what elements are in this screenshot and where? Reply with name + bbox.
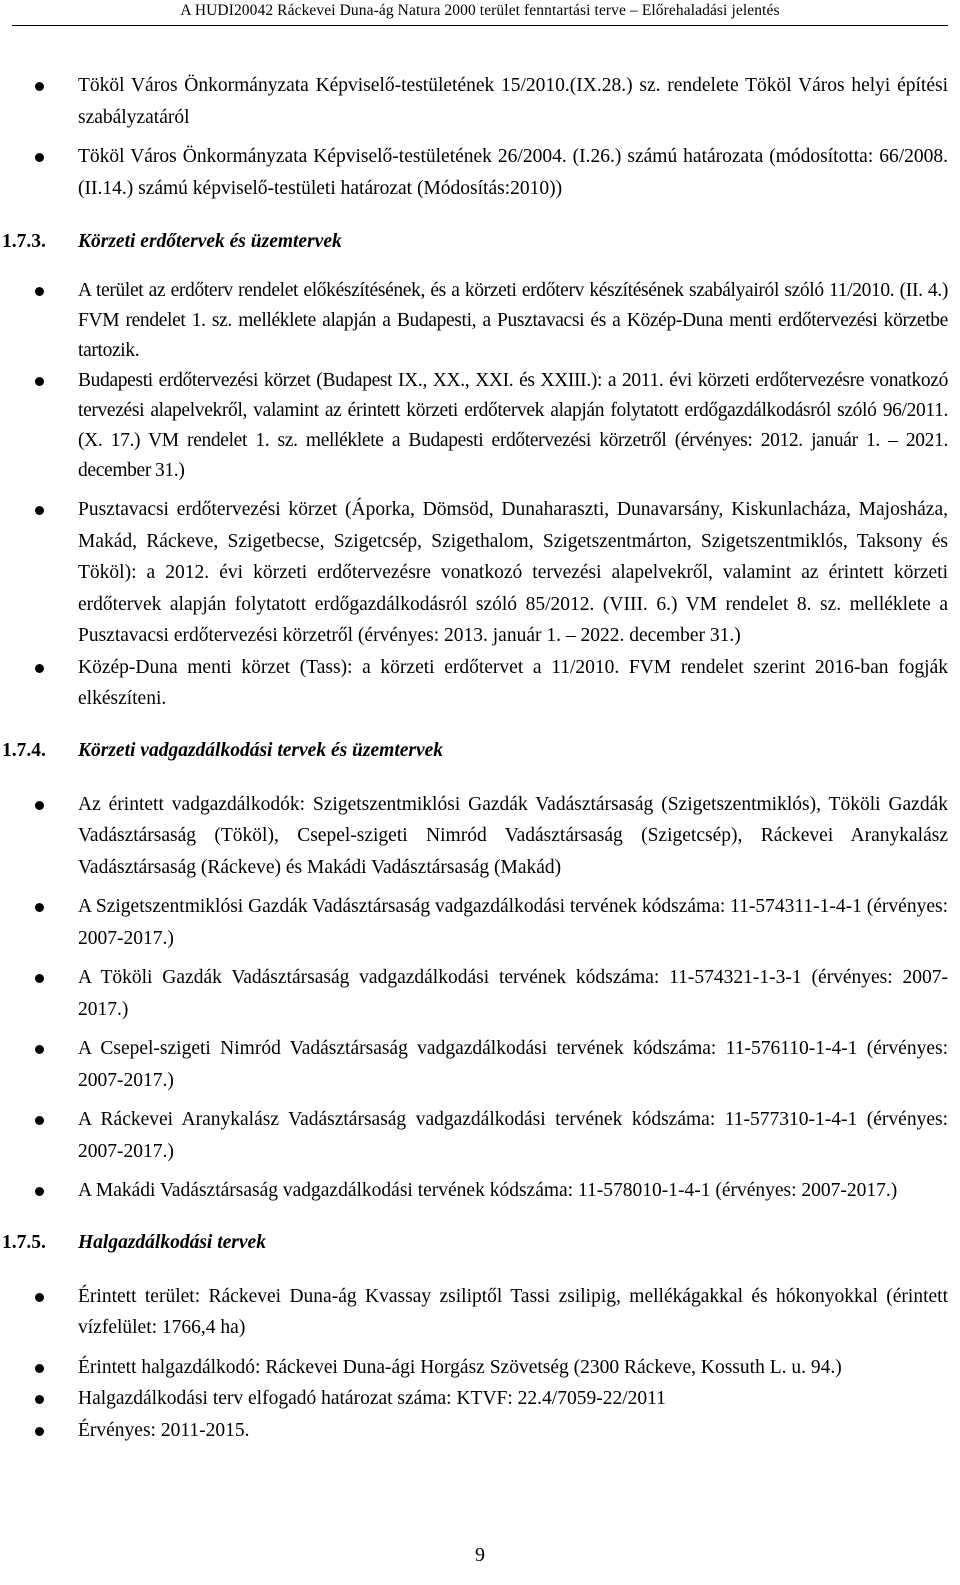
bullet-icon: [35, 82, 44, 91]
running-header-text: A HUDI20042 Ráckevei Duna-ág Natura 2000 terület fenntartási terve – Előrehaladási jelentés: [180, 2, 780, 19]
bullet-icon: [35, 903, 44, 912]
bullet-text: A Szigetszentmiklósi Gazdák Vadásztársaság vadgazdálkodási tervének kódszáma: 11-574311-1-4-1 (érvényes: 2007-2017.): [78, 896, 948, 949]
bullet-icon: [35, 1427, 44, 1436]
bullet-item: [0, 1281, 960, 1344]
section-heading-1-7-5: [0, 1227, 960, 1259]
bullet-item: [0, 1033, 960, 1096]
bullet-item: [0, 1175, 960, 1207]
section-title: Halgazdálkodási tervek: [78, 1231, 266, 1253]
bullet-icon: [35, 801, 44, 810]
bullet-item: [0, 789, 960, 884]
bullet-icon: [35, 153, 44, 162]
bullet-item: [0, 1104, 960, 1167]
bullet-item: [0, 276, 960, 366]
bullet-item: [0, 70, 960, 133]
bullet-icon: [35, 1364, 44, 1373]
page-number: 9: [475, 1544, 485, 1566]
bullet-text: Budapesti erdőtervezési körzet (Budapest IX., XX., XXI. és XXIII.): a 2011. évi körzeti erdőtervezésre vonatkozó tervezési alapelvekről, valamint az érintett körzeti erdőtervek alapján folytatott erdőgazdálkodásról szóló 96/2011. (X. 17.) VM rendelet 1. sz. melléklete a Budapesti erdőtervezési körzetről (érvényes: 2012. január 1. – 2021. december 31.): [78, 370, 948, 481]
header-divider: [12, 25, 948, 26]
bullet-text: Tököl Város Önkormányzata Képviselő-testületének 15/2010.(IX.28.) sz. rendelete Tököl Város helyi építési szabályzatáról: [78, 75, 948, 128]
bullet-text: A terület az erdőterv rendelet előkészítésének, és a körzeti erdőterv készítésének szabályairól szóló 11/2010. (II. 4.) FVM rendelet 1. sz. melléklete alapján a Budapesti, a Pusztavacsi és a Közép-Duna menti erdőtervezési körzetbe tartozik.: [78, 280, 948, 361]
bullet-text: A Csepel-szigeti Nimród Vadásztársaság vadgazdálkodási tervének kódszáma: 11-576110-1-4-1 (érvényes: 2007-2017.): [78, 1038, 948, 1091]
bullet-item: [0, 962, 960, 1025]
running-header: [0, 0, 960, 30]
bullet-icon: [35, 506, 44, 515]
bullet-item: [0, 141, 960, 204]
bullet-text: Érvényes: 2011-2015.: [78, 1419, 250, 1441]
bullet-icon: [35, 1116, 44, 1125]
bullet-text: Közép-Duna menti körzet (Tass): a körzeti erdőtervet a 11/2010. FVM rendelet szerint 2016-ban fogják elkészíteni.: [78, 656, 948, 709]
bullet-item: [0, 1383, 960, 1415]
section-number: 1.7.4.: [2, 739, 46, 761]
bullet-icon: [35, 1293, 44, 1302]
section-heading-1-7-4: [0, 735, 960, 767]
bullet-text: A Ráckevei Aranykalász Vadásztársaság vadgazdálkodási tervének kódszáma: 11-577310-1-4-1 (érvényes: 2007-2017.): [78, 1109, 948, 1162]
section-heading-1-7-3: [0, 226, 960, 258]
bullet-item: [0, 494, 960, 652]
section-number: 1.7.5.: [2, 1231, 46, 1253]
section-number: 1.7.3.: [2, 231, 46, 252]
bullet-icon: [35, 664, 44, 673]
bullet-item: [0, 652, 960, 715]
bullet-icon: [35, 1187, 44, 1196]
bullet-text: A Makádi Vadásztársaság vadgazdálkodási tervének kódszáma: 11-578010-1-4-1 (érvényes: 2007-2017.): [78, 1180, 898, 1201]
document-body: [0, 70, 960, 1446]
bullet-icon: [35, 377, 44, 386]
bullet-item: [0, 366, 960, 486]
bullet-text: Érintett terület: Ráckevei Duna-ág Kvassay zsiliptől Tassi zsilipig, mellékágakkal és hókonyokkal (érintett vízfelület: 1766,4 ha): [78, 1285, 948, 1338]
bullet-text: Érintett halgazdálkodó: Ráckevei Duna-ági Horgász Szövetség (2300 Ráckeve, Kossuth L. u. 94.): [78, 1356, 842, 1378]
bullet-icon: [35, 1395, 44, 1404]
bullet-icon: [35, 1045, 44, 1054]
bullet-text: Pusztavacsi erdőtervezési körzet (Áporka, Dömsöd, Dunaharaszti, Dunavarsány, Kiskunlacháza, Majosháza, Makád, Ráckeve, Szigetbecse, Szigetcsép, Szigethalom, Szigetszentmárton, Szigetszentmiklós, Taksony és Tököl): a 2012. évi körzeti erdőtervezésre vonatkozó tervezési alapelvekről, valamint az érintett körzeti erdőtervek alapján folytatott erdőgazdálkodásról szóló 85/2012. (VIII. 6.) VM rendelet 8. sz. melléklete a Pusztavacsi erdőtervezési körzetről (érvényes: 2013. január 1. – 2022. december 31.): [78, 499, 948, 646]
bullet-icon: [35, 287, 44, 296]
bullet-text: Tököl Város Önkormányzata Képviselő-testületének 26/2004. (I.26.) számú határozata (módosította: 66/2008. (II.14.) számú képviselő-testületi határozat (Módosítás:2010)): [78, 146, 948, 199]
page-footer: [0, 1540, 960, 1570]
bullet-item: [0, 1415, 960, 1447]
bullet-item: [0, 1352, 960, 1384]
bullet-item: [0, 891, 960, 954]
section-title: Körzeti erdőtervek és üzemtervek: [78, 231, 342, 252]
section-title: Körzeti vadgazdálkodási tervek és üzemtervek: [78, 739, 444, 761]
bullet-text: A Tököli Gazdák Vadásztársaság vadgazdálkodási tervének kódszáma: 11-574321-1-3-1 (érvényes: 2007-2017.): [78, 967, 948, 1020]
bullet-text: Halgazdálkodási terv elfogadó határozat száma: KTVF: 22.4/7059-22/2011: [78, 1388, 666, 1409]
bullet-text: Az érintett vadgazdálkodók: Szigetszentmiklósi Gazdák Vadásztársaság (Szigetszentmiklós), Tököli Gazdák Vadásztársaság (Tököl), Csepel-szigeti Nimród Vadásztársaság (Szigetcsép), Ráckevei Aranykalász Vadásztársaság (Ráckeve) és Makádi Vadásztársaság (Makád): [78, 793, 948, 878]
bullet-icon: [35, 974, 44, 983]
